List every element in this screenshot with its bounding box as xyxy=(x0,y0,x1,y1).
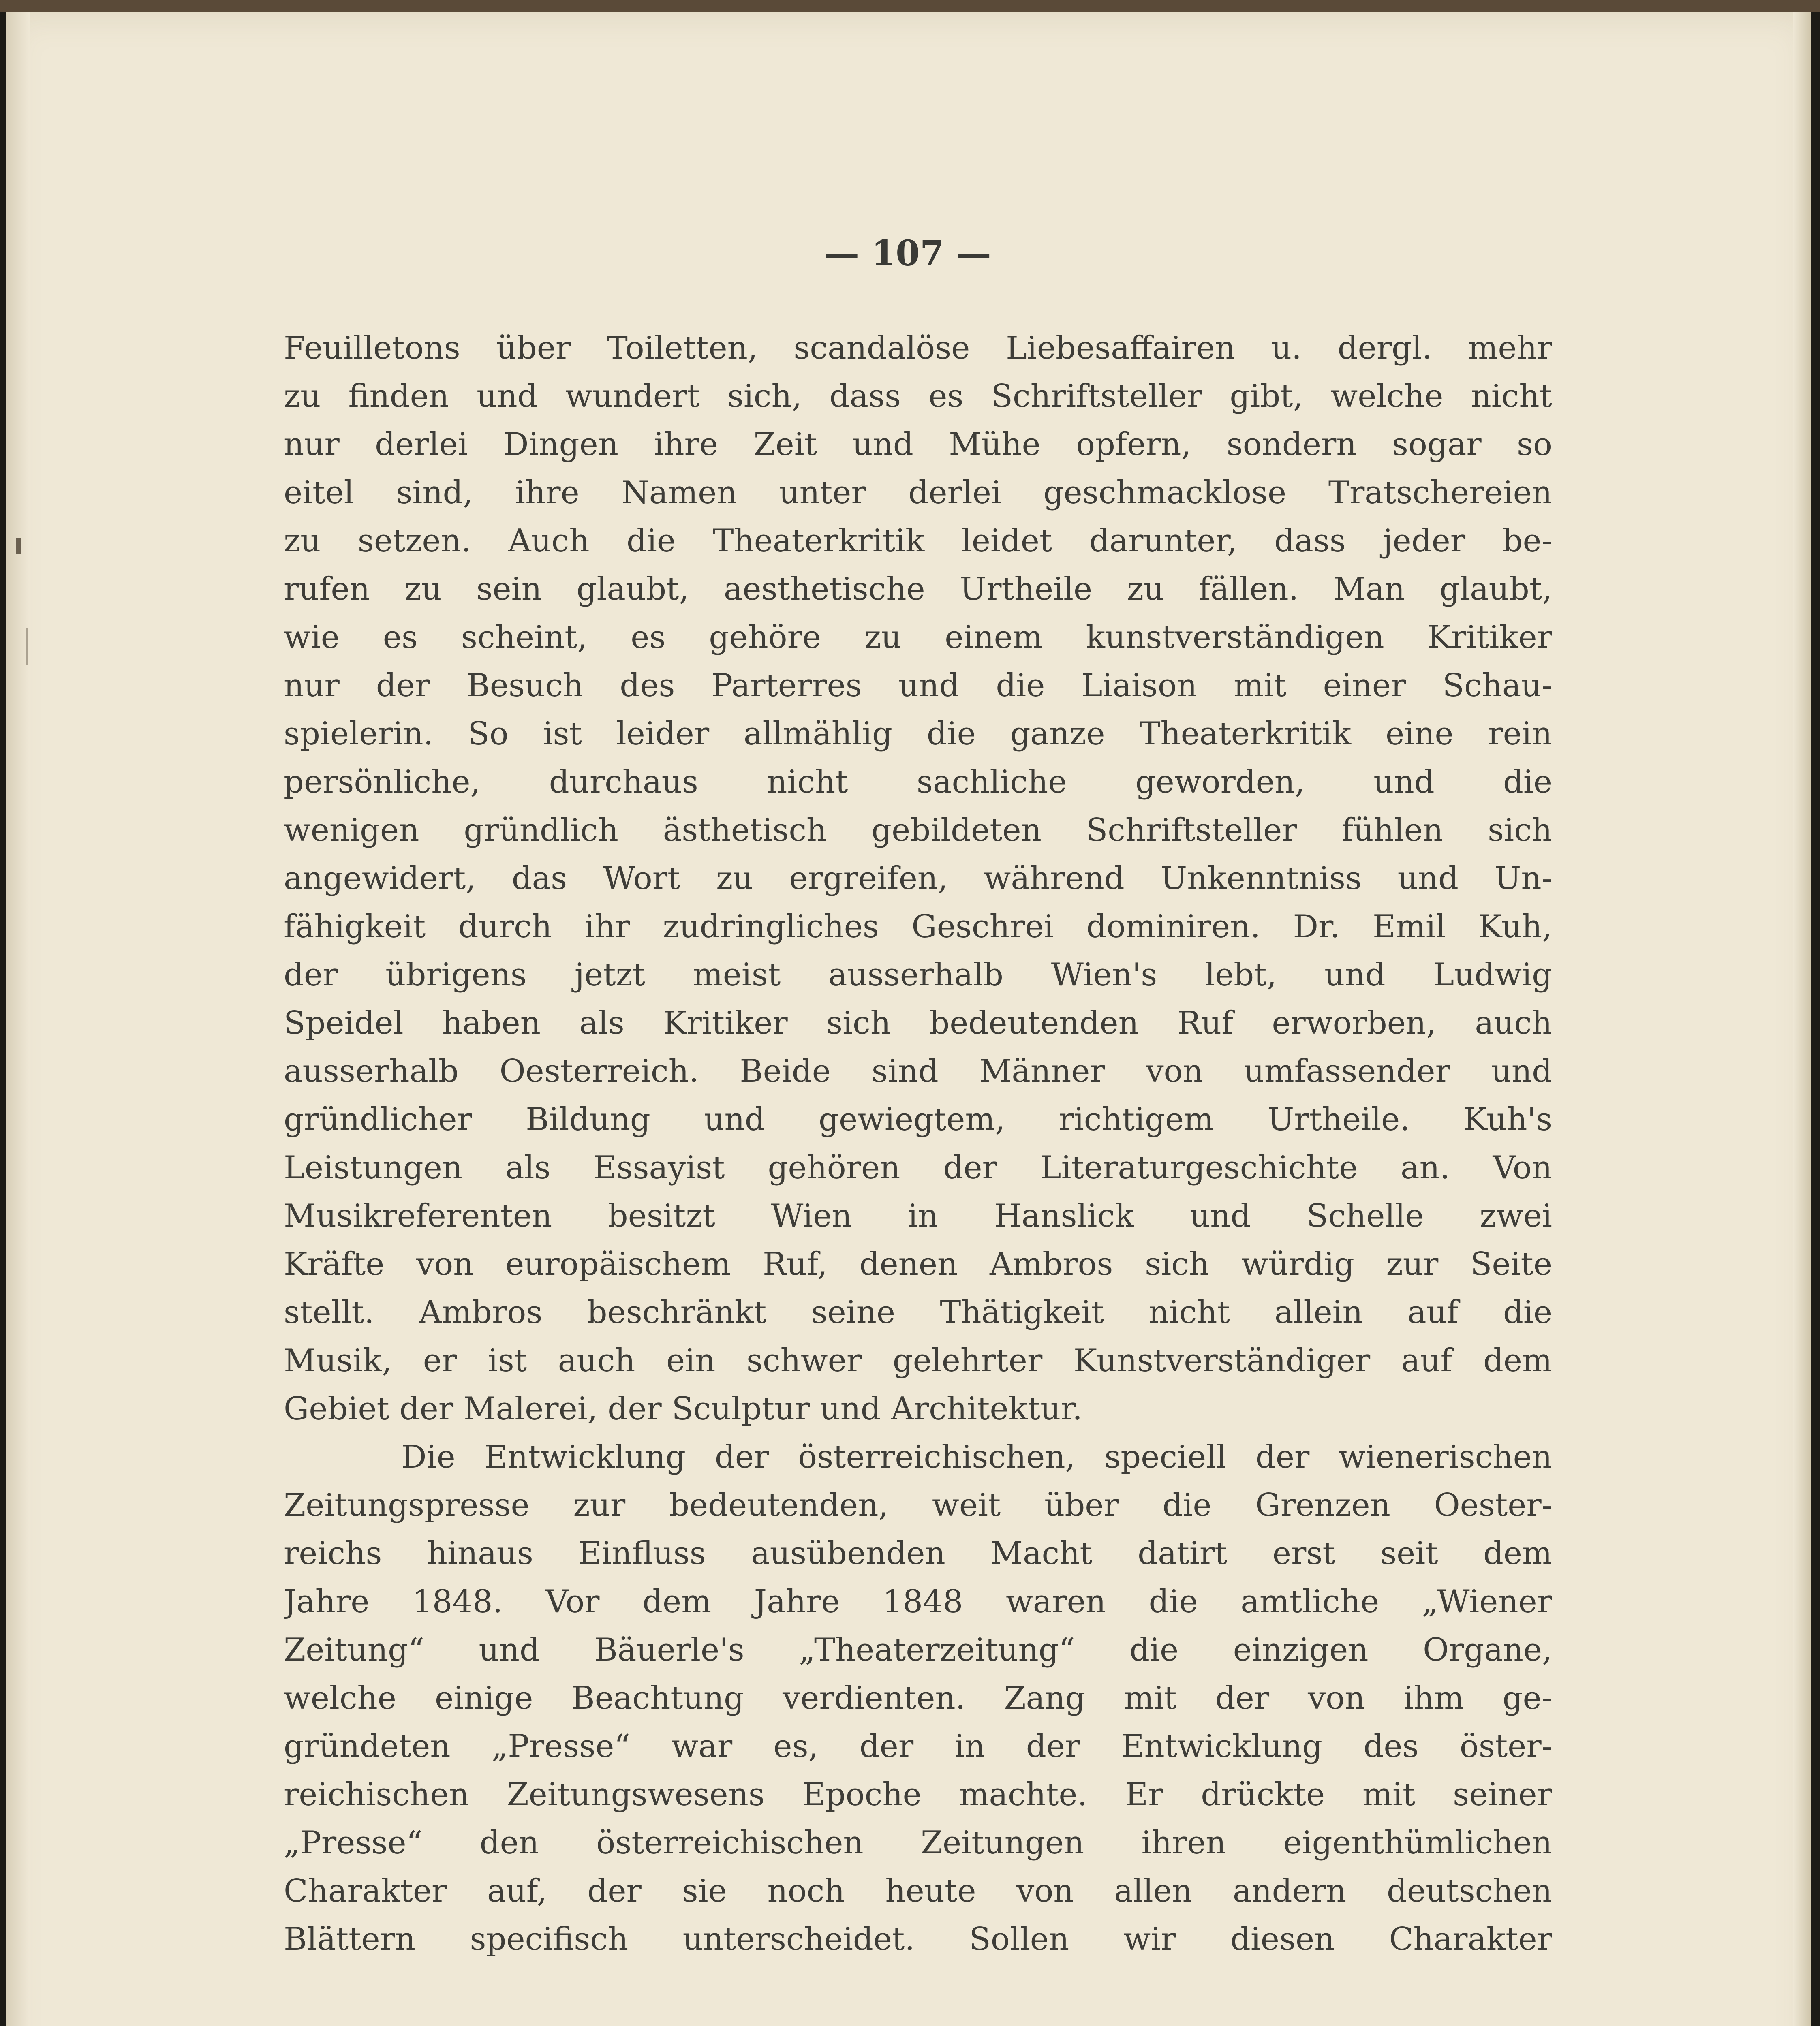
text-line: Die Entwicklung der österreichischen, speciell der wienerischen xyxy=(401,1439,1552,1475)
paragraph-1 xyxy=(284,324,1552,1433)
text-line: Musik, er ist auch ein schwer gelehrter Kunstverständiger auf dem xyxy=(284,1342,1552,1379)
text-line: reichs hinaus Einfluss ausübenden Macht datirt erst seit dem xyxy=(284,1535,1552,1572)
text-line: angewidert, das Wort zu ergreifen, während Unkenntniss und Un- xyxy=(284,860,1552,897)
text-line: Feuilletons über Toiletten, scandalöse Liebesaffairen u. dergl. mehr xyxy=(284,330,1552,366)
text-line: stellt. Ambros beschränkt seine Thätigkeit nicht allein auf die xyxy=(284,1294,1552,1331)
paragraph-2 xyxy=(284,1433,1552,1964)
text-line: Charakter auf, der sie noch heute von allen andern deutschen xyxy=(284,1873,1552,1909)
text-line: Zeitung“ und Bäuerle's „Theaterzeitung“ die einzigen Organe, xyxy=(284,1632,1552,1668)
page-top-edge xyxy=(0,0,1820,12)
page-right-edge xyxy=(1793,12,1811,2026)
text-line: wie es scheint, es gehöre zu einem kunstverständigen Kritiker xyxy=(284,619,1552,656)
text-line: welche einige Beachtung verdienten. Zang mit der von ihm ge- xyxy=(284,1680,1552,1716)
margin-mark xyxy=(26,628,28,665)
text-line: Blättern specifisch unterscheidet. Sollen wir diesen Charakter xyxy=(284,1921,1552,1958)
text-line: eitel sind, ihre Namen unter derlei geschmacklose Tratschereien xyxy=(284,474,1552,511)
text-line: „Presse“ den österreichischen Zeitungen ihren eigenthümlichen xyxy=(284,1825,1552,1861)
text-line: wenigen gründlich ästhetisch gebildeten Schriftsteller fühlen sich xyxy=(284,812,1552,848)
text-line: ausserhalb Oesterreich. Beide sind Männer von umfassender und xyxy=(284,1053,1552,1090)
text-line: reichischen Zeitungswesens Epoche machte. Er drückte mit seiner xyxy=(284,1776,1552,1813)
text-line: Gebiet der Malerei, der Sculptur und Architektur. xyxy=(284,1391,1082,1427)
page-gutter xyxy=(6,12,30,2026)
text-line: Leistungen als Essayist gehören der Literaturgeschichte an. Von xyxy=(284,1150,1552,1186)
text-line: Musikreferenten besitzt Wien in Hanslick und Schelle zwei xyxy=(284,1198,1552,1234)
text-line: nur derlei Dingen ihre Zeit und Mühe opfern, sondern sogar so xyxy=(284,426,1552,463)
text-line: rufen zu sein glaubt, aesthetische Urtheile zu fällen. Man glaubt, xyxy=(284,571,1552,607)
text-line: Kräfte von europäischem Ruf, denen Ambros sich würdig zur Seite xyxy=(284,1246,1552,1282)
text-line: zu setzen. Auch die Theaterkritik leidet darunter, dass jeder be- xyxy=(284,523,1552,559)
margin-mark xyxy=(16,538,21,554)
text-line: Speidel haben als Kritiker sich bedeutenden Ruf erworben, auch xyxy=(284,1005,1552,1041)
body-text xyxy=(284,324,1552,1964)
text-line: Jahre 1848. Vor dem Jahre 1848 waren die amtliche „Wiener xyxy=(284,1584,1552,1620)
page-number: — 107 — xyxy=(824,233,991,274)
text-line: gründeten „Presse“ war es, der in der Entwicklung des öster- xyxy=(284,1728,1552,1765)
text-line: persönliche, durchaus nicht sachliche geworden, und die xyxy=(284,764,1552,800)
text-line: spielerin. So ist leider allmählig die ganze Theaterkritik eine rein xyxy=(284,716,1552,752)
text-line: Zeitungspresse zur bedeutenden, weit über die Grenzen Oester- xyxy=(284,1487,1552,1524)
text-line: gründlicher Bildung und gewiegtem, richtigem Urtheile. Kuh's xyxy=(284,1101,1552,1138)
text-line: fähigkeit durch ihr zudringliches Geschrei dominiren. Dr. Emil Kuh, xyxy=(284,908,1552,945)
text-line: der übrigens jetzt meist ausserhalb Wien's lebt, und Ludwig xyxy=(284,957,1552,993)
text-line: zu finden und wundert sich, dass es Schriftsteller gibt, welche nicht xyxy=(284,378,1552,415)
text-line: nur der Besuch des Parterres und die Liaison mit einer Schau- xyxy=(284,667,1552,704)
